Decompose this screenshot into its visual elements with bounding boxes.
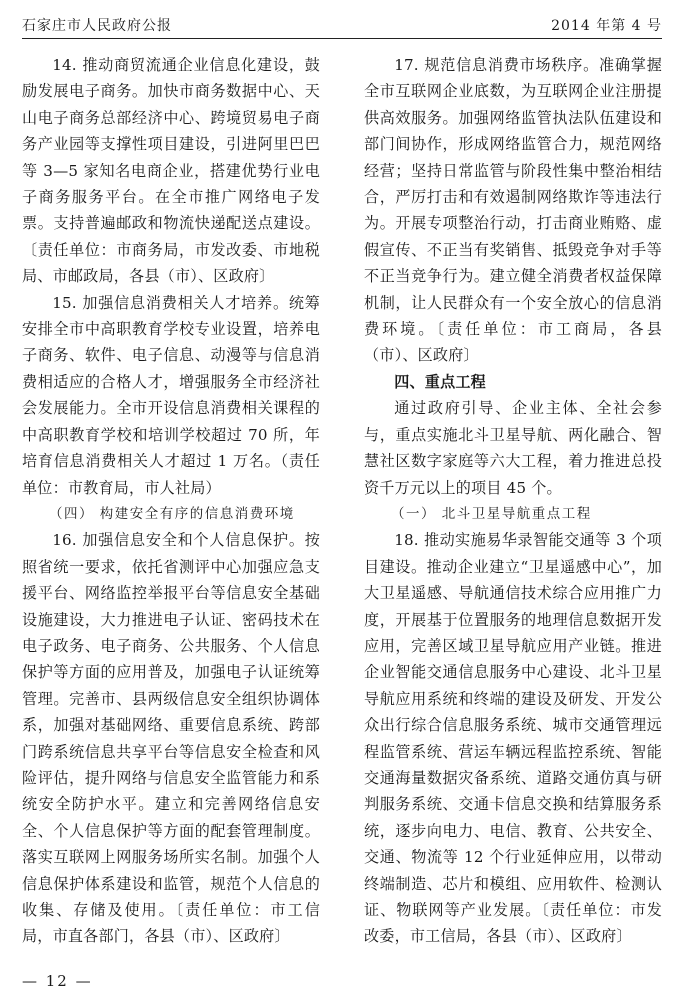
publication-title: 石家庄市人民政府公报 [22,18,172,34]
key-projects-heading: 四、重点工程 [394,372,486,391]
paragraph-18: 18. 推动实施易华录智能交通等 3 个项目建设。推动企业建立“卫星遥感中心”，加大卫星遥感、导航通信技术综合应用推广力度，开展基于位置服务的地理信息数据开发应用，完善区域卫星导航应用产业链。推进企业智能交通信息服务中心建设、北斗卫星导航应用系统和终端的建设及研发、开发公众出行综合信息服务系统、城市交通管理远程监管系统、营运车辆远程监控系统、智能交通海量数据灾备系统、道路交通仿真与研判服务系统、交通卡信息交换和结算服务系统，逐步向电力、电信、教育、公共安全、交通、物流等 12 个行业延伸应用，以带动终端制造、芯片和模组、应用软件、检测认证、物联网等产业发展。〔责任单位：市发改委，市工信局，各县（市）、区政府〕 [364,531,662,946]
left-column [22,52,320,970]
right-column [364,52,662,970]
issue-number: 2014 年第 4 号 [551,18,662,34]
page-header [22,12,662,39]
article-body [22,52,662,970]
key-projects-intro: 通过政府引导、企业主体、全社会参与，重点实施北斗卫星导航、两化融合、智慧社区数字家庭等六大工程，着力推进总投资千万元以上的项目 45 个。 [364,399,662,497]
page-number: — 12 — [22,972,93,990]
paragraph-15: 15. 加强信息消费相关人才培养。统筹安排全市中高职教育学校专业设置，培养电子商务、软件、电子信息、动漫等与信息消费相适应的合格人才，增强服务全市经济社会发展能力。全市开设信息消费相关课程的中高职教育学校和培训学校超过 70 所，年培育信息消费相关人才超过 1 万名。（责任单位：市教育局，市人社局） [22,293,320,497]
paragraph-17: 17. 规范信息消费市场秩序。准确掌握全市互联网企业底数，为互联网企业注册提供高效服务。加强网络监管执法队伍建设和部门间协作，形成网络监管合力，规范网络经营；坚持日常监管与阶段性集中整治相结合，严厉打击和有效遏制网络欺诈等违法行为。开展专项整治行动，打击商业贿赂、虚假宣传、不正当有奖销售、抵毁竞争对手等不正当竞争行为。建立健全消费者权益保障机制，让人民群众有一个安全放心的信息消费环境。〔责任单位：市工商局，各县（市）、区政府〕 [364,56,662,365]
paragraph-16: 16. 加强信息安全和个人信息保护。按照省统一要求，依托省测评中心加强应急支援平台、网络监控举报平台等信息安全基础设施建设，大力推进电子认证、密码技术在电子政务、电子商务、公共服务、个人信息保护等方面的应用普及，加强电子认证统筹管理。完善市、县两级信息安全组织协调体系，加强对基础网络、重要信息系统、跨部门跨系统信息共享平台等信息安全检查和风险评估，提升网络与信息安全监管能力和系统安全防护水平。建立和完善网络信息安全、个人信息保护等方面的配套管理制度。落实互联网上网服务场所实名制。加强个人信息保护体系建设和监管，规范个人信息的收集、存储及使用。〔责任单位：市工信局，市直各部门，各县（市）、区政府〕 [22,531,320,946]
beidou-subheading: （一） 北斗卫星导航重点工程 [391,505,592,522]
paragraph-14: 14. 推动商贸流通企业信息化建设，鼓励发展电子商务。加快市商务数据中心、天山电子商务总部经济中心、跨境贸易电子商务产业园等支撑性项目建设，引进阿里巴巴等 3—5 家知名电商企业，搭建优势行业电子商务服务平台。在全市推广网络电子发票。支持普遍邮政和物流快递配送点建设。〔责任单位：市商务局，市发改委、市地税局、市邮政局，各县（市）、区政府〕 [22,56,320,286]
section-4-heading: （四） 构建安全有序的信息消费环境 [49,505,295,522]
